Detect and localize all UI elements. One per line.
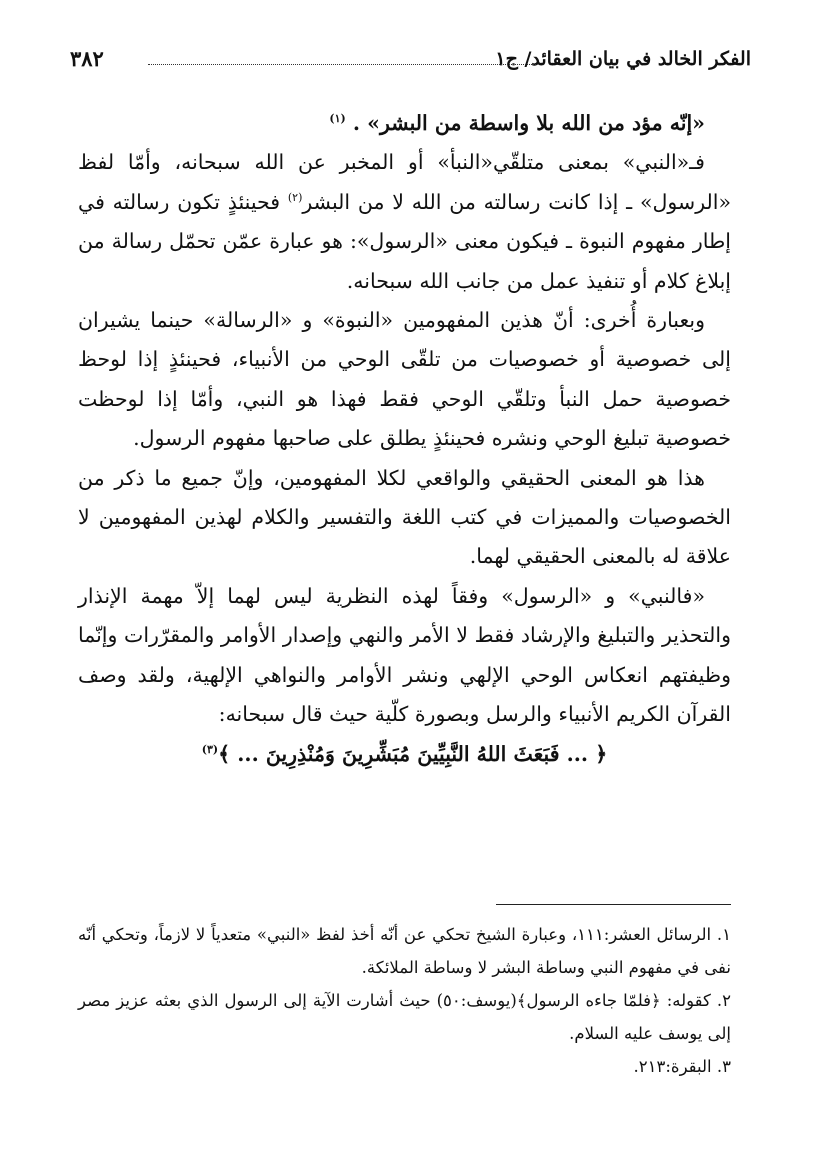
footnote-text: البقرة:٢١٣. (633, 1057, 712, 1076)
page-number: ٣٨٢ (70, 46, 104, 71)
footnote-1 (78, 918, 731, 984)
footnote-2 (78, 984, 731, 1050)
footnote-number: ١. (716, 925, 732, 944)
paragraph-2: فـ«النبي» بمعنى متلقّي«النبأ» أو المخبر عن الله سبحانه، وأمّا لفظ «الرسول» ـ إذا كانت رسالته من الله لا من البشر$^{(٢)}$ فحينئذٍ تكون رسالته في إطار مفهوم النبوة ـ فيكون معنى «الرسول»: هو عبارة عمّن تحمّل رسالة من إبلاغ كلام أو تنفيذ عمل من جانب الله سبحانه. (78, 150, 731, 293)
footnote-ref-3[interactable]: (٣) (201, 742, 219, 756)
footnotes (78, 918, 731, 1083)
footnote-3 (78, 1050, 731, 1083)
footnote-text: الرسائل العشر:١١١، وعبارة الشيخ تحكي عن أنّه أخذ لفظ «النبي» متعدياً لا لازماً، وتحكي أنّه نفى في مفهوم النبي وساطة البشر لا وساطة الملائكة. (78, 925, 731, 977)
paragraph-4: هذا هو المعنى الحقيقي والواقعي لكلا المفهومين، وإنّ جميع ما ذكر من الخصوصيات والمميزات في كتب اللغة والتفسير والكلام لهذين المفهومين لا علاقة له بالمعنى الحقيقي لهما. (78, 465, 731, 569)
footnote-number: ٢. (716, 991, 731, 1010)
footnote-separator (496, 904, 731, 905)
footnote-text: كقوله: ﴿فلمّا جاءه الرسول﴾(يوسف:٥٠) حيث أشارت الآية إلى الرسول الذي بعثه عزيز مصر إلى يوسف عليه السلام. (78, 991, 731, 1043)
running-title: الفكر الخالد في بيان العقائد/ ج١ (495, 48, 751, 70)
header-dotted-leader (148, 64, 536, 65)
footnote-ref-1[interactable]: (١) (329, 112, 346, 126)
paragraph-1: «إنّه مؤد من الله بلا واسطة من البشر» . $^{(١)}$ (329, 111, 705, 135)
paragraph-3: وبعبارة أُخرى: أنّ هذين المفهومين «النبوة» و «الرسالة» حينما يشيران إلى خصوصية أو خصوصيات من تلقّى الوحي من الأنبياء، فحينئذٍ إذا لوحظ خصوصية حمل النبأ وتلقّي الوحي فقط فهذا هو النبي، وأمّا إذا لوحظت خصوصية تبليغ الوحي ونشره فحينئذٍ يطلق على صاحبها مفهوم الرسول. (78, 308, 731, 451)
page-header (70, 40, 751, 80)
footnote-number: ٣. (716, 1057, 731, 1076)
main-text (78, 104, 731, 774)
paragraph-5: «فالنبي» و «الرسول» وفقاً لهذه النظرية ليس لهما إلاّ مهمة الإنذار والتحذير والتبليغ والإرشاد فقط لا الأمر والنهي وإصدار الأوامر والمقرّرات وإنّما وظيفتهم انعكاس الوحي الإلهي ونشر الأوامر والنواهي الإلهية، ولقد وصف القرآن الكريم الأنبياء والرسل وبصورة كلّية حيث قال سبحانه: (78, 583, 731, 727)
quran-verse: ﴿ ... فَبَعَثَ اللهُ النَّبِيِّينَ مُبَشِّرِينَ وَمُنْذِرِينَ ... ﴾$^{(٣)}$ (201, 741, 608, 766)
footnote-ref-2[interactable]: (٢) (287, 190, 303, 204)
